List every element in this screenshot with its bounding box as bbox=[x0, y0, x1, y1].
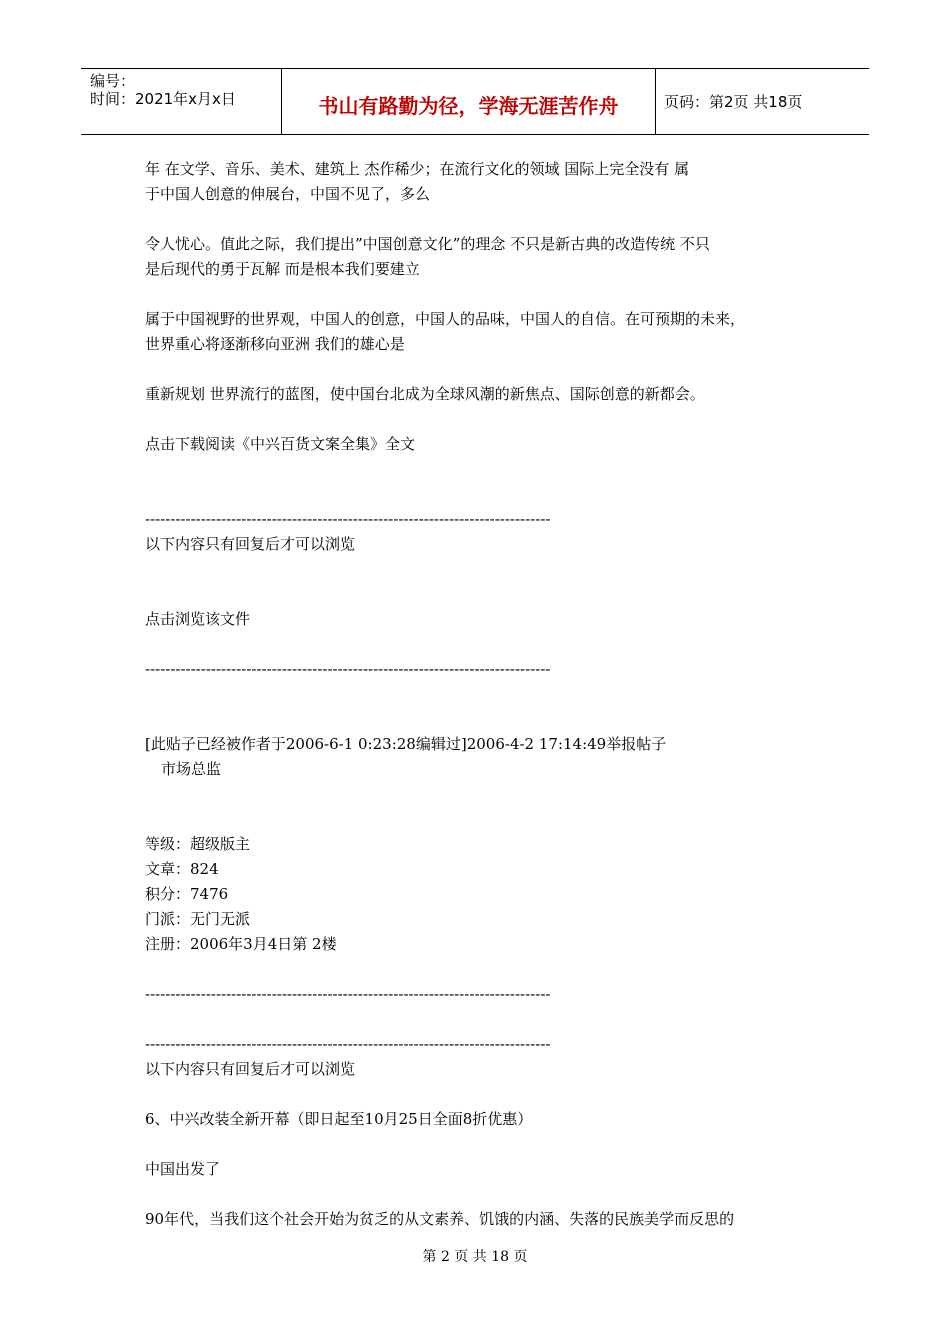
paragraph-3-line-2: 世界重心将逐渐移向亚洲 我们的雄心是 bbox=[145, 335, 405, 353]
paragraph-2 bbox=[145, 232, 830, 282]
user-title: 市场总监 bbox=[161, 760, 222, 778]
user-register: 注册：2006年3月4日第 2楼 bbox=[145, 935, 337, 953]
paragraph-2-line-2: 是后现代的勇于瓦解 而是根本我们要建立 bbox=[145, 260, 420, 278]
paragraph-4 bbox=[145, 382, 830, 407]
download-link[interactable]: 点击下载阅读《中兴百货文案全集》全文 bbox=[145, 435, 416, 453]
header-meta-cell bbox=[81, 69, 282, 134]
user-faction: 门派：无门无派 bbox=[145, 910, 251, 928]
china-start-heading: 中国出发了 bbox=[145, 1160, 221, 1178]
paragraph-3-line-1: 属于中国视野的世界观，中国人的创意，中国人的品味，中国人的自信。在可预期的未来， bbox=[145, 310, 746, 328]
paragraph-1-line-1: 年 在文学、音乐、美术、建筑上 杰作稀少；在流行文化的领域 国际上完全没有 属 bbox=[145, 160, 690, 178]
motto-cell bbox=[282, 69, 656, 134]
item-6-heading: 6、中兴改装全新开幕（即日起至10月25日全面8折优惠） bbox=[145, 1110, 533, 1128]
browse-file-link[interactable]: 点击浏览该文件 bbox=[145, 610, 251, 628]
paragraph-1-line-2: 于中国人创意的伸展台，中国不见了，多么 bbox=[145, 185, 431, 203]
number-label: 编号： bbox=[90, 72, 136, 90]
page-info-text: 页码：第2页 共18页 bbox=[664, 93, 803, 111]
user-articles: 文章：824 bbox=[145, 860, 219, 878]
separator-3: -------------------------------------------------------------------------------- bbox=[145, 985, 551, 1003]
paragraph-3 bbox=[145, 307, 830, 357]
user-level: 等级：超级版主 bbox=[145, 835, 251, 853]
paragraph-2-line-1: 令人忧心。值此之际，我们提出”中国创意文化”的理念 不只是新古典的改造传统 不只 bbox=[145, 235, 710, 253]
separator-2: -------------------------------------------------------------------------------- bbox=[145, 660, 551, 678]
reply-only-notice-1: 以下内容只有回复后才可以浏览 bbox=[145, 535, 356, 553]
page-footer bbox=[0, 1246, 950, 1266]
paragraph-1 bbox=[145, 157, 830, 207]
motto-text: 书山有路勤为径，学海无涯苦作舟 bbox=[318, 94, 619, 118]
time-label: 时间：2021年x月x日 bbox=[90, 90, 236, 108]
paragraph-4-line: 重新规划 世界流行的蓝图，使中国台北成为全球风潮的新焦点、国际创意的新都会。 bbox=[145, 385, 705, 403]
edit-note: [此贴子已经被作者于2006-6-1 0:23:28编辑过]2006-4-2 17:14:49举报帖子 bbox=[145, 735, 667, 753]
separator-4: -------------------------------------------------------------------------------- bbox=[145, 1035, 551, 1053]
separator-1: -------------------------------------------------------------------------------- bbox=[145, 510, 551, 528]
page-info-cell bbox=[656, 69, 869, 134]
document-body bbox=[145, 157, 830, 1232]
header-table bbox=[81, 68, 869, 135]
reply-only-notice-2: 以下内容只有回复后才可以浏览 bbox=[145, 1060, 356, 1078]
footer-page-number: 第 2 页 共 18 页 bbox=[422, 1249, 528, 1265]
nineties-paragraph: 90年代，当我们这个社会开始为贫乏的从文素养、饥饿的内涵、失落的民族美学而反思的 bbox=[145, 1210, 735, 1228]
user-points: 积分：7476 bbox=[145, 885, 229, 903]
